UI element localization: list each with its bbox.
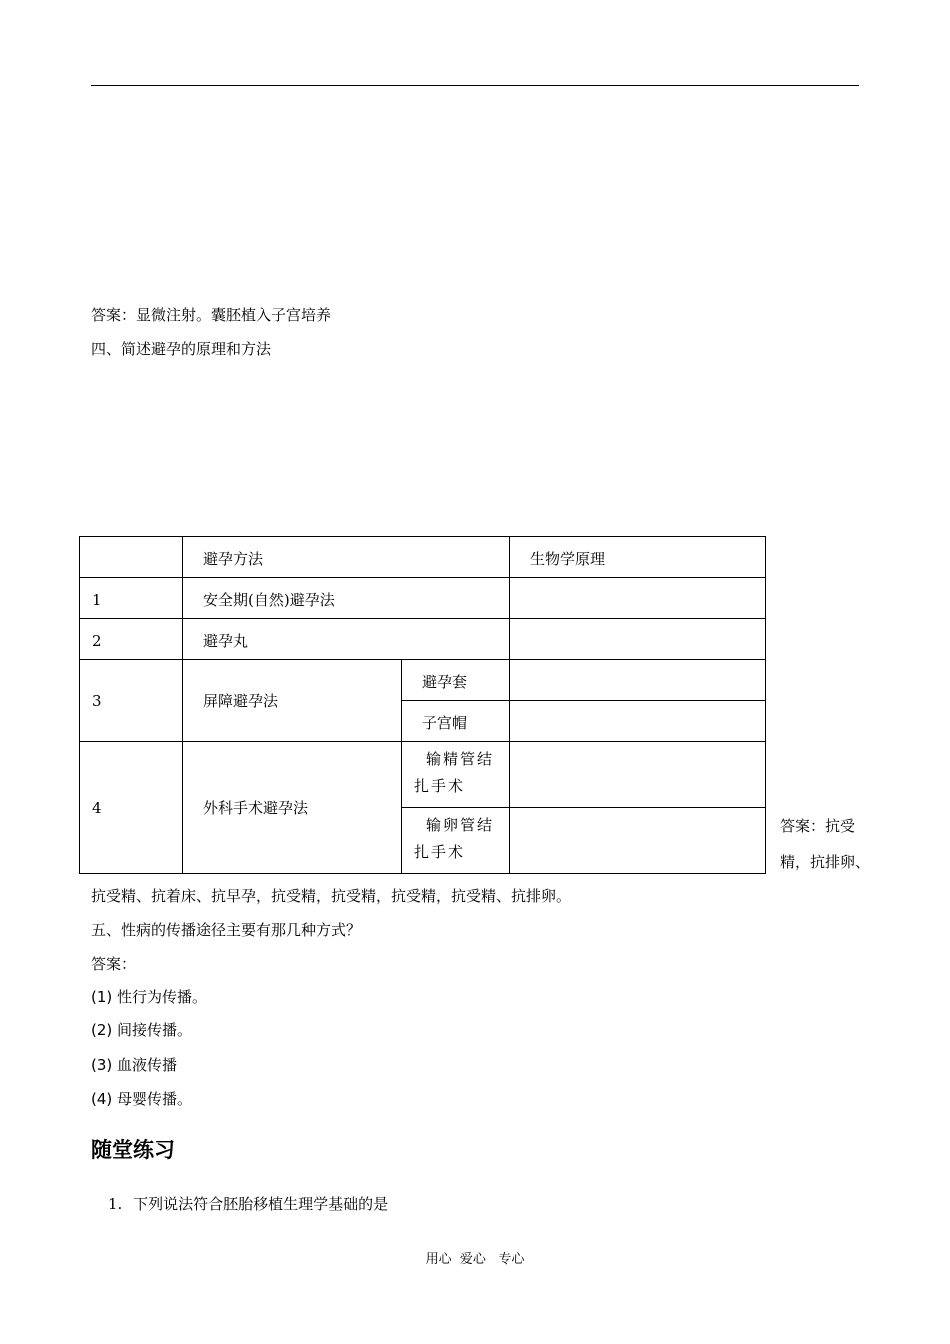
row-method-cell: 避孕丸: [183, 619, 510, 660]
table-header-row: [80, 537, 766, 578]
row-sub-method-cell: 输精管结扎手术: [402, 742, 510, 808]
list-item-text: 间接传播。: [117, 1021, 193, 1039]
row-num-cell: 4: [80, 742, 183, 874]
row-num-cell: 2: [80, 619, 183, 660]
row-principle-cell: [510, 578, 766, 619]
practice-item-text: 下列说法符合胚胎移植生理学基础的是: [133, 1195, 389, 1213]
row-sub-method-cell: 输卵管结扎手术: [402, 808, 510, 874]
row-principle-cell: [510, 619, 766, 660]
header-rule: [91, 85, 859, 86]
row-principle-cell: [510, 742, 766, 808]
list-item: [91, 1089, 192, 1109]
row-method-cell: 安全期(自然)避孕法: [183, 578, 510, 619]
row-sub-method-cell: 子宫帽: [402, 701, 510, 742]
list-marker: (4): [91, 1090, 113, 1108]
list-marker: (1): [91, 988, 113, 1006]
question-5-title: 五、性病的传播途径主要有那几种方式？: [91, 921, 362, 939]
table-row: [80, 619, 766, 660]
answer-label: 答案：: [91, 955, 137, 973]
section-heading: 随堂练习: [91, 1138, 175, 1162]
list-item: [91, 1020, 192, 1040]
answer-q3: 答案：显微注射。囊胚植入子宫培养: [91, 306, 332, 324]
header-num-cell: [80, 537, 183, 578]
list-marker: (2): [91, 1021, 113, 1039]
list-item-text: 性行为传播。: [117, 988, 208, 1006]
contraception-table: [79, 536, 766, 874]
table-row: [80, 660, 766, 701]
list-item-text: 母婴传播。: [117, 1090, 193, 1108]
row-method-cell: 外科手术避孕法: [183, 742, 402, 874]
table-row: [80, 578, 766, 619]
answer-q4-side-note: 答案：抗受精，抗排卵、: [780, 817, 871, 871]
row-num-cell: 1: [80, 578, 183, 619]
page-footer: 用心 爱心 专心: [425, 1252, 525, 1267]
list-item: [91, 1055, 177, 1075]
question-4-title: 四、简述避孕的原理和方法: [91, 340, 272, 358]
practice-item-number: 1.: [108, 1195, 123, 1213]
row-principle-cell: [510, 808, 766, 874]
header-principle-cell: 生物学原理: [510, 537, 766, 578]
row-principle-cell: [510, 660, 766, 701]
row-principle-cell: [510, 701, 766, 742]
list-item: [91, 987, 207, 1007]
header-method-cell: 避孕方法: [183, 537, 510, 578]
list-item-text: 血液传播: [117, 1056, 178, 1074]
practice-item: [108, 1194, 388, 1214]
list-marker: (3): [91, 1056, 113, 1074]
answer-q4-continued: 抗受精、抗着床、抗早孕，抗受精，抗受精，抗受精，抗受精、抗排卵。: [91, 887, 572, 905]
row-method-cell: 屏障避孕法: [183, 660, 402, 742]
row-num-cell: 3: [80, 660, 183, 742]
row-sub-method-cell: 避孕套: [402, 660, 510, 701]
table-row: [80, 742, 766, 808]
